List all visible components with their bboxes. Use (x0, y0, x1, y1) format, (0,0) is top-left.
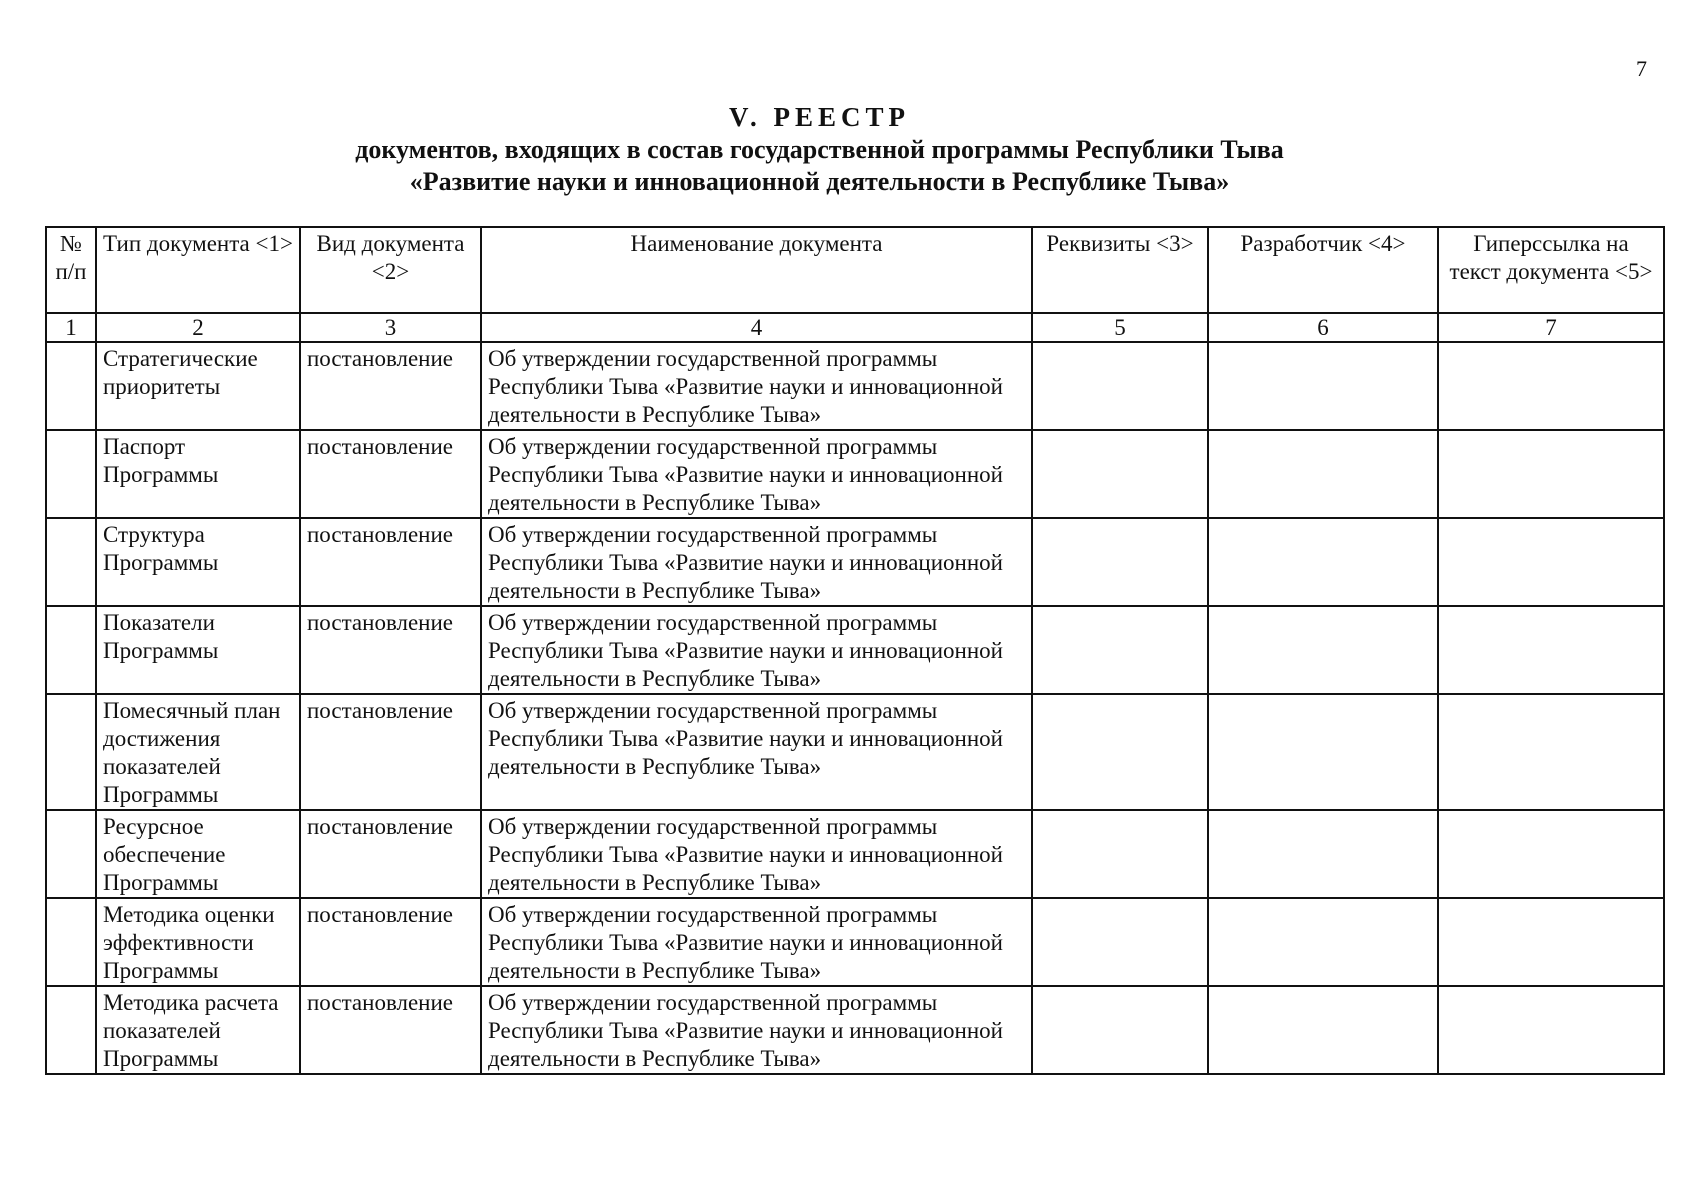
header-num: № п/п (46, 227, 96, 313)
row-num (46, 342, 96, 430)
row-link (1438, 342, 1664, 430)
row-type: Методика расчета показателей Программы (96, 986, 300, 1074)
row-developer (1208, 342, 1438, 430)
row-name: Об утверждении государственной программы Республики Тыва «Развитие науки и инновационной деятельности в Республике Тыва» (481, 342, 1032, 430)
row-developer (1208, 518, 1438, 606)
documents-registry-table (45, 226, 1665, 1075)
row-requisites (1032, 898, 1208, 986)
row-type: Помесячный план достижения показателей Программы (96, 694, 300, 810)
row-num (46, 518, 96, 606)
row-num (46, 986, 96, 1074)
document-heading (0, 100, 1697, 198)
header-kind: Вид документа <2> (300, 227, 481, 313)
row-type: Показатели Программы (96, 606, 300, 694)
row-name: Об утверждении государственной программы Республики Тыва «Развитие науки и инновационной деятельности в Республике Тыва» (481, 810, 1032, 898)
row-developer (1208, 694, 1438, 810)
row-name: Об утверждении государственной программы Республики Тыва «Развитие науки и инновационной деятельности в Республике Тыва» (481, 898, 1032, 986)
row-name: Об утверждении государственной программы Республики Тыва «Развитие науки и инновационной деятельности в Республике Тыва» (481, 430, 1032, 518)
row-type: Паспорт Программы (96, 430, 300, 518)
row-requisites (1032, 986, 1208, 1074)
row-developer (1208, 898, 1438, 986)
row-type: Ресурсное обеспечение Программы (96, 810, 300, 898)
row-kind: постановление (300, 342, 481, 430)
row-requisites (1032, 342, 1208, 430)
row-requisites (1032, 810, 1208, 898)
row-requisites (1032, 606, 1208, 694)
column-number: 6 (1208, 313, 1438, 342)
row-num (46, 606, 96, 694)
row-type: Структура Программы (96, 518, 300, 606)
column-number: 7 (1438, 313, 1664, 342)
row-name: Об утверждении государственной программы Республики Тыва «Развитие науки и инновационной деятельности в Республике Тыва» (481, 606, 1032, 694)
row-kind: постановление (300, 694, 481, 810)
table-row (46, 810, 1664, 898)
row-kind: постановление (300, 606, 481, 694)
row-name: Об утверждении государственной программы Республики Тыва «Развитие науки и инновационной деятельности в Республике Тыва» (481, 518, 1032, 606)
row-link (1438, 694, 1664, 810)
header-type: Тип документа <1> (96, 227, 300, 313)
column-number: 3 (300, 313, 481, 342)
registry-title: V. РЕЕСТР (728, 102, 911, 132)
row-developer (1208, 986, 1438, 1074)
row-developer (1208, 430, 1438, 518)
row-kind: постановление (300, 810, 481, 898)
column-number: 4 (481, 313, 1032, 342)
row-name: Об утверждении государственной программы Республики Тыва «Развитие науки и инновационной деятельности в Республике Тыва» (481, 694, 1032, 810)
row-link (1438, 606, 1664, 694)
row-kind: постановление (300, 518, 481, 606)
row-link (1438, 518, 1664, 606)
header-name: Наименование документа (481, 227, 1032, 313)
row-kind: постановление (300, 986, 481, 1074)
page-number: 7 (1636, 56, 1647, 81)
row-kind: постановление (300, 898, 481, 986)
table-row (46, 986, 1664, 1074)
row-name: Об утверждении государственной программы Республики Тыва «Развитие науки и инновационной деятельности в Республике Тыва» (481, 986, 1032, 1074)
row-developer (1208, 606, 1438, 694)
column-number: 2 (96, 313, 300, 342)
table-row (46, 518, 1664, 606)
row-num (46, 694, 96, 810)
row-requisites (1032, 694, 1208, 810)
row-num (46, 898, 96, 986)
registry-subtitle-line1: документов, входящих в состав государственной программы Республики Тыва (355, 135, 1284, 164)
header-requisites: Реквизиты <3> (1032, 227, 1208, 313)
row-num (46, 430, 96, 518)
row-num (46, 810, 96, 898)
table-row (46, 694, 1664, 810)
registry-subtitle-line2: «Развитие науки и инновационной деятельности в Республике Тыва» (409, 167, 1230, 196)
row-requisites (1032, 518, 1208, 606)
row-type: Стратегические приоритеты (96, 342, 300, 430)
row-link (1438, 898, 1664, 986)
row-developer (1208, 810, 1438, 898)
header-developer: Разработчик <4> (1208, 227, 1438, 313)
column-number-row (46, 313, 1664, 342)
header-link: Гиперссылка на текст документа <5> (1438, 227, 1664, 313)
column-number: 5 (1032, 313, 1208, 342)
column-number: 1 (46, 313, 96, 342)
table-header-row (46, 227, 1664, 313)
table-row (46, 606, 1664, 694)
row-link (1438, 810, 1664, 898)
row-kind: постановление (300, 430, 481, 518)
row-requisites (1032, 430, 1208, 518)
row-link (1438, 430, 1664, 518)
row-link (1438, 986, 1664, 1074)
table-row (46, 342, 1664, 430)
row-type: Методика оценки эффективности Программы (96, 898, 300, 986)
table-row (46, 898, 1664, 986)
table-row (46, 430, 1664, 518)
